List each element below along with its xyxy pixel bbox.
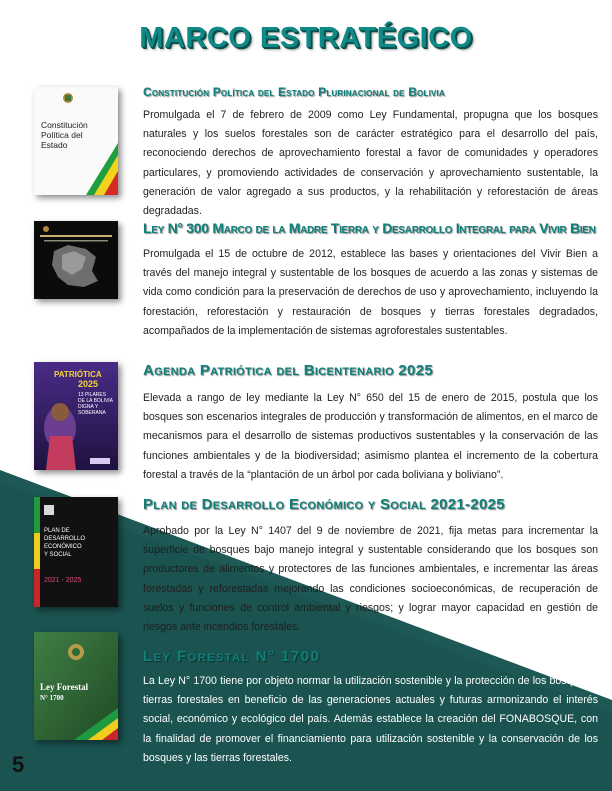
section-heading: Constitución Política del Estado Plurinacional de Bolivia [143,85,445,99]
cover-ley-300 [34,221,118,299]
cover-pdes-title: PLAN DE DESARROLLO ECONÓMICO Y SOCIAL [44,528,86,558]
page-title: MARCO ESTRATÉGICO [139,22,473,54]
cover-agenda-2025-subtitle: 13 PILARES DE LA BOLIVIA DIGNA Y SOBERANA [78,392,113,416]
cover-agenda-2025-year: 2025 [78,379,99,389]
section-body: Elevada a rango de ley mediante la Ley N° 650 del 15 de enero de 2015, postula que los bosques son escenarios integrales de producción y transformación de alimentos, en el marco de mecanismos para el desarrollo de sistemas productivos sustentables y la conservación de las funciones ambientales y de la biodiversidad; asimismo plantea el incremento de la cobertura forestal a través de la “plantación de un árbol por cada boliviana y boliviano”. [143,392,598,481]
section-body: La Ley N° 1700 tiene por objeto normar la utilización sostenible y la protección de los bosques y tierras forestales en beneficio de las generaciones actuales y futuras armonizando el interés social, económico y ecológico del país. Además establece la creación del FONABOSQUE, con la finalidad de promover el financiamiento para utilización sostenible y la conservación de los bosques y las tierras forestales. [143,675,598,764]
cover-ley-forestal-number: N° 1700 [40,694,64,702]
section-heading: Plan de Desarrollo Económico y Social 2021-2025 [143,496,505,513]
cover-constitucion [34,87,118,195]
section-body: Promulgada el 7 de febrero de 2009 como Ley Fundamental, propugna que los bosques naturales y los suelos forestales son de carácter estratégico para el desarrollo del país, reconociendo derechos de aprovechamiento forestal a favor de comunidades y operadores particulares, y promoviendo actividades de conservación y aprovechamiento sustentable, la generación de valor agregado a sus productos, y la rehabilitación y reforestación de áreas degradadas. [143,109,598,218]
cover-ley-forestal [34,632,118,740]
cover-pdes [34,497,118,607]
cover-pdes-year: 2021 - 2025 [44,577,82,584]
section-heading: Agenda Patriótica del Bicentenario 2025 [143,362,433,379]
cover-ley-forestal-title: Ley Forestal [40,682,89,692]
cover-constitucion-title: Constitución Política del Estado [41,120,88,150]
cover-ley-300-art [34,221,118,299]
section-heading: Ley N° 300 Marco de la Madre Tierra y Desarrollo Integral para Vivir Bien [143,220,596,236]
cover-agenda-2025 [34,362,118,470]
section-heading: Ley Forestal N° 1700 [143,648,321,665]
page-number: 5 [12,752,25,777]
section-body: Aprobado por la Ley N° 1407 del 9 de noviembre de 2021, fija metas para incrementar la superficie de bosques bajo manejo integral y sustentable considerando que los bosques son productores de alimentos y protectores de las funciones ambientales, e incrementar las áreas forestadas y reforestadas mejorando las condiciones socioeconómicas, de recuperación de suelos y funciones de control ambiental y riesgos; y lograr mayor capacidad en gestión de riesgos ante incendios forestales. [143,525,598,634]
cover-agenda-2025-title: PATRIÓTICA [54,370,102,379]
section-body: Promulgada el 15 de octubre de 2012, establece las bases y orientaciones del Vivir Bien a través del manejo integral y sustentable de los bosques de acuerdo a las zonas y sistemas de vida como condición para la preservación de derechos de uso y aprovechamiento, incluyendo la forestación, reforestación y restauración de bosques y tierras forestales degradados, acompañados de la implementación de sistemas agroforestales sustentables. [143,248,598,337]
